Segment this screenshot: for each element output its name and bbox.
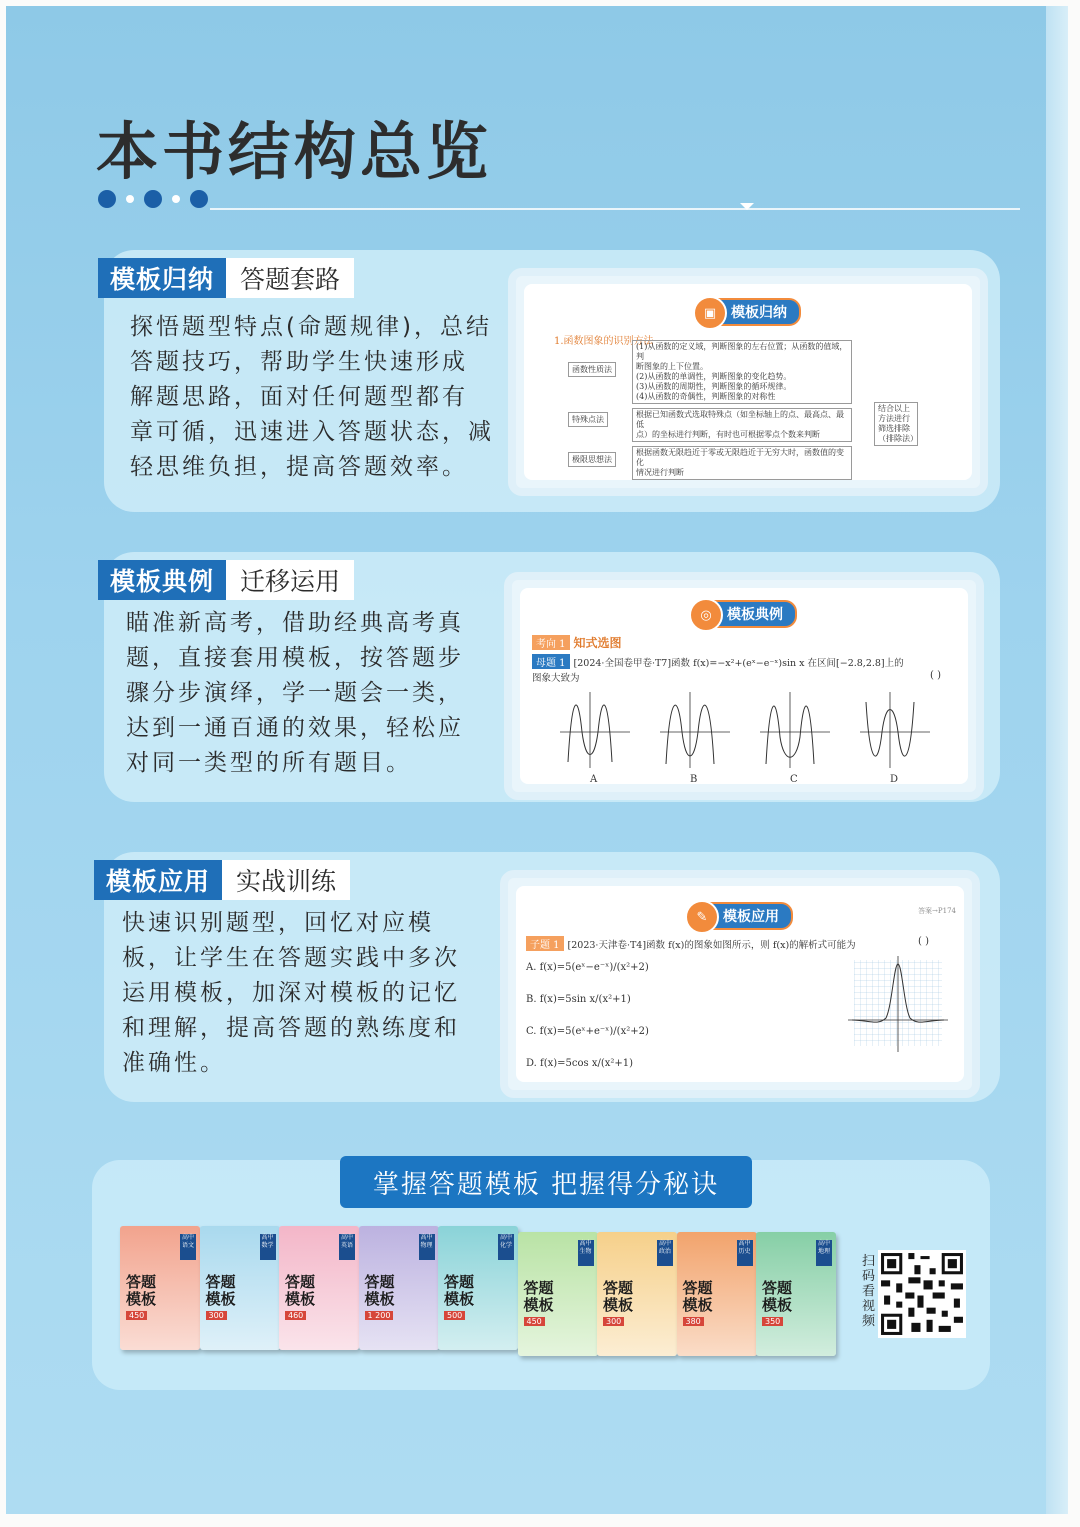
tag-main: 模板归纳 bbox=[98, 258, 226, 298]
desc-line: 答题技巧，帮助学生快速形成 bbox=[130, 349, 468, 375]
detail-line: 点）的坐标进行判断，有时也可根据零点个数来判断 bbox=[636, 430, 820, 439]
card-inner bbox=[524, 284, 972, 480]
book-title: 答题 模板 bbox=[762, 1279, 793, 1314]
book-count: 500 bbox=[444, 1311, 465, 1320]
book-cover bbox=[359, 1226, 439, 1350]
desc-line: 和理解，提高答题的熟练度和 bbox=[122, 1015, 460, 1041]
dot bbox=[98, 190, 116, 208]
detail-line: (1)从函数的定义域，判断图象的左右位置；从函数的值域，判 bbox=[636, 342, 848, 361]
tag-sub: 答题套路 bbox=[226, 258, 354, 298]
book-count: 1 200 bbox=[365, 1311, 394, 1320]
book-title: 答题 模板 bbox=[285, 1273, 316, 1308]
mindmap-side-note: 结合以上方法进行筛选排除（排除法） bbox=[874, 402, 918, 446]
option-label: D bbox=[890, 774, 899, 785]
question-line bbox=[526, 936, 856, 951]
section-tag bbox=[98, 560, 354, 600]
dot bbox=[126, 195, 134, 203]
page-title: 本书结构总览 bbox=[96, 115, 493, 188]
book-count: 300 bbox=[603, 1317, 624, 1326]
book-title: 答题 模板 bbox=[523, 1279, 554, 1314]
target-icon: ◎ bbox=[689, 598, 723, 632]
desc-line: 达到一通百通的效果，轻松应 bbox=[126, 715, 464, 741]
answer-paren: ( ) bbox=[930, 670, 941, 681]
mindmap-detail bbox=[632, 408, 852, 442]
book-title: 答题 模板 bbox=[205, 1273, 236, 1308]
answer-reference: 答案→P174 bbox=[918, 907, 956, 915]
option-b: B. f(x)=5sin x/(x²+1) bbox=[526, 994, 631, 1005]
book-title: 答题 模板 bbox=[444, 1273, 475, 1308]
detail-line: 根据已知函数式选取特殊点（如坐标轴上的点、最高点、最低 bbox=[636, 410, 844, 429]
book-subject: 高中政治 bbox=[657, 1240, 673, 1266]
book-count: 450 bbox=[524, 1317, 545, 1326]
book-icon: ▣ bbox=[693, 296, 727, 330]
detail-line: 情况进行判断 bbox=[636, 468, 684, 477]
tag-main: 模板典例 bbox=[98, 560, 226, 600]
book-cover bbox=[120, 1226, 200, 1350]
book-cover bbox=[438, 1226, 518, 1350]
question-text: [2023·天津卷·T4]函数 f(x)的图象如图所示，则 f(x)的解析式可能为 bbox=[567, 940, 856, 951]
book-cover bbox=[200, 1226, 280, 1350]
graph-d bbox=[860, 692, 930, 768]
option-label: C bbox=[790, 774, 798, 785]
book-count: 300 bbox=[206, 1311, 227, 1320]
desc-line: 骤分步演绎，学一题会一类， bbox=[126, 680, 464, 706]
book-count: 380 bbox=[683, 1317, 704, 1326]
graph-a bbox=[560, 692, 630, 768]
desc-line: 瞄准新高考，借助经典高考真 bbox=[126, 610, 464, 636]
option-label: B bbox=[690, 774, 698, 785]
card-chip bbox=[695, 298, 801, 326]
title-divider bbox=[210, 208, 1020, 210]
tag-sub: 实战训练 bbox=[222, 860, 350, 900]
desc-line: 板，让学生在答题实践中多次 bbox=[122, 945, 460, 971]
book-cover bbox=[518, 1232, 598, 1356]
book-subject: 高中英语 bbox=[339, 1234, 355, 1260]
book-count: 450 bbox=[126, 1311, 147, 1320]
detail-line: (4)从函数的奇偶性，判断图象的对称性 bbox=[636, 392, 776, 401]
book-title: 答题 模板 bbox=[682, 1279, 713, 1314]
kaoxiang-badge: 考向 1 bbox=[532, 635, 570, 650]
desc-line: 快速识别题型，回忆对应模 bbox=[122, 910, 434, 936]
option-label: A bbox=[590, 774, 598, 785]
desc-line: 运用模板，加深对模板的记忆 bbox=[122, 980, 460, 1006]
book-title: 答题 模板 bbox=[603, 1279, 634, 1314]
slogan-banner: 掌握答题模板 把握得分秘诀 bbox=[340, 1156, 752, 1208]
book-title: 答题 模板 bbox=[126, 1273, 157, 1308]
book-cover bbox=[597, 1232, 677, 1356]
kaoxiang-line bbox=[532, 634, 622, 651]
sample-card-template-summary bbox=[508, 268, 988, 496]
tag-main: 模板应用 bbox=[94, 860, 222, 900]
mindmap-detail bbox=[632, 446, 852, 480]
desc-line: 章可循，迅速进入答题状态，减 bbox=[130, 419, 494, 445]
detail-line: 断图象的上下位置。 bbox=[636, 362, 708, 371]
card-chip bbox=[687, 902, 793, 930]
desc-line: 解题思路，面对任何题型都有 bbox=[130, 384, 468, 410]
mindmap-node: 特殊点法 bbox=[568, 412, 608, 427]
mu-badge: 母题 1 bbox=[532, 654, 570, 669]
option-a: A. f(x)=5(eˣ−e⁻ˣ)/(x²+2) bbox=[526, 962, 649, 973]
chip-label: 模板典例 bbox=[727, 607, 783, 623]
book-subject: 高中历史 bbox=[737, 1240, 753, 1266]
dot bbox=[144, 190, 162, 208]
dot bbox=[172, 195, 180, 203]
desc-line: 准确性。 bbox=[122, 1050, 226, 1076]
section-description bbox=[126, 606, 496, 781]
question-line bbox=[532, 654, 904, 669]
book-subject: 高中语文 bbox=[180, 1234, 196, 1260]
book-cover bbox=[279, 1226, 359, 1350]
mindmap-node: 极限思想法 bbox=[568, 452, 616, 467]
divider-notch bbox=[740, 203, 754, 210]
chip-label: 模板应用 bbox=[723, 909, 779, 925]
graph-b bbox=[660, 692, 730, 768]
detail-line: (2)从函数的单调性，判断图象的变化趋势。 bbox=[636, 372, 792, 381]
book-count: 350 bbox=[762, 1317, 783, 1326]
sample-card-template-example bbox=[504, 572, 984, 800]
book-count: 460 bbox=[285, 1311, 306, 1320]
book-subject: 高中生物 bbox=[578, 1240, 594, 1266]
qr-code[interactable] bbox=[878, 1250, 966, 1338]
book-subject: 高中物理 bbox=[419, 1234, 435, 1260]
title-dots bbox=[98, 190, 208, 208]
option-c: C. f(x)=5(eˣ+e⁻ˣ)/(x²+2) bbox=[526, 1026, 649, 1037]
book-cover bbox=[677, 1232, 757, 1356]
pencil-icon: ✎ bbox=[685, 900, 719, 934]
card-chip bbox=[691, 600, 797, 628]
dot bbox=[190, 190, 208, 208]
sample-card-template-application bbox=[500, 870, 980, 1098]
option-graphs bbox=[560, 692, 960, 782]
book-cover bbox=[756, 1232, 836, 1356]
desc-line: 轻思维负担，提高答题效率。 bbox=[130, 454, 468, 480]
zi-badge: 子题 1 bbox=[526, 936, 564, 951]
section-description bbox=[130, 310, 500, 485]
graph-c bbox=[760, 692, 830, 768]
option-d: D. f(x)=5cos x/(x²+1) bbox=[526, 1058, 634, 1069]
desc-line: 题，直接套用模板，按答题步 bbox=[126, 645, 464, 671]
question-text: [2024·全国卷甲卷·T7]函数 f(x)=−x²+(eˣ−e⁻ˣ)sin x 在区间[−2.8,2.8]上的 bbox=[573, 658, 904, 669]
kaoxiang-title: 知式选图 bbox=[573, 636, 622, 650]
section-description bbox=[122, 906, 492, 1081]
book-subject: 高中地理 bbox=[816, 1240, 832, 1266]
book-subject: 高中数学 bbox=[260, 1234, 276, 1260]
card-inner bbox=[520, 588, 968, 784]
answer-paren: ( ) bbox=[918, 936, 929, 947]
qr-caption: 扫码看视频 bbox=[862, 1254, 876, 1329]
card-heading: 1.函数图象的识别方法 bbox=[554, 336, 654, 347]
tag-sub: 迁移运用 bbox=[226, 560, 354, 600]
book-subject: 高中化学 bbox=[498, 1234, 514, 1260]
desc-line: 探悟题型特点(命题规律)，总结 bbox=[130, 314, 492, 340]
mindmap-detail bbox=[632, 340, 852, 404]
detail-line: 根据函数无限趋近于零或无限趋近于无穷大时，函数值的变化 bbox=[636, 448, 844, 467]
page-edge bbox=[1046, 6, 1068, 1514]
detail-line: (3)从函数的周期性，判断图象的循环规律。 bbox=[636, 382, 792, 391]
section-tag bbox=[94, 860, 350, 900]
card-inner bbox=[516, 886, 964, 1082]
question-text-2: 图象大致为 bbox=[532, 673, 580, 684]
function-graph bbox=[848, 956, 948, 1052]
section-tag bbox=[98, 258, 354, 298]
book-title: 答题 模板 bbox=[364, 1273, 395, 1308]
chip-label: 模板归纳 bbox=[731, 305, 787, 321]
mindmap-node: 函数性质法 bbox=[568, 362, 616, 377]
desc-line: 对同一类型的所有题目。 bbox=[126, 750, 412, 776]
